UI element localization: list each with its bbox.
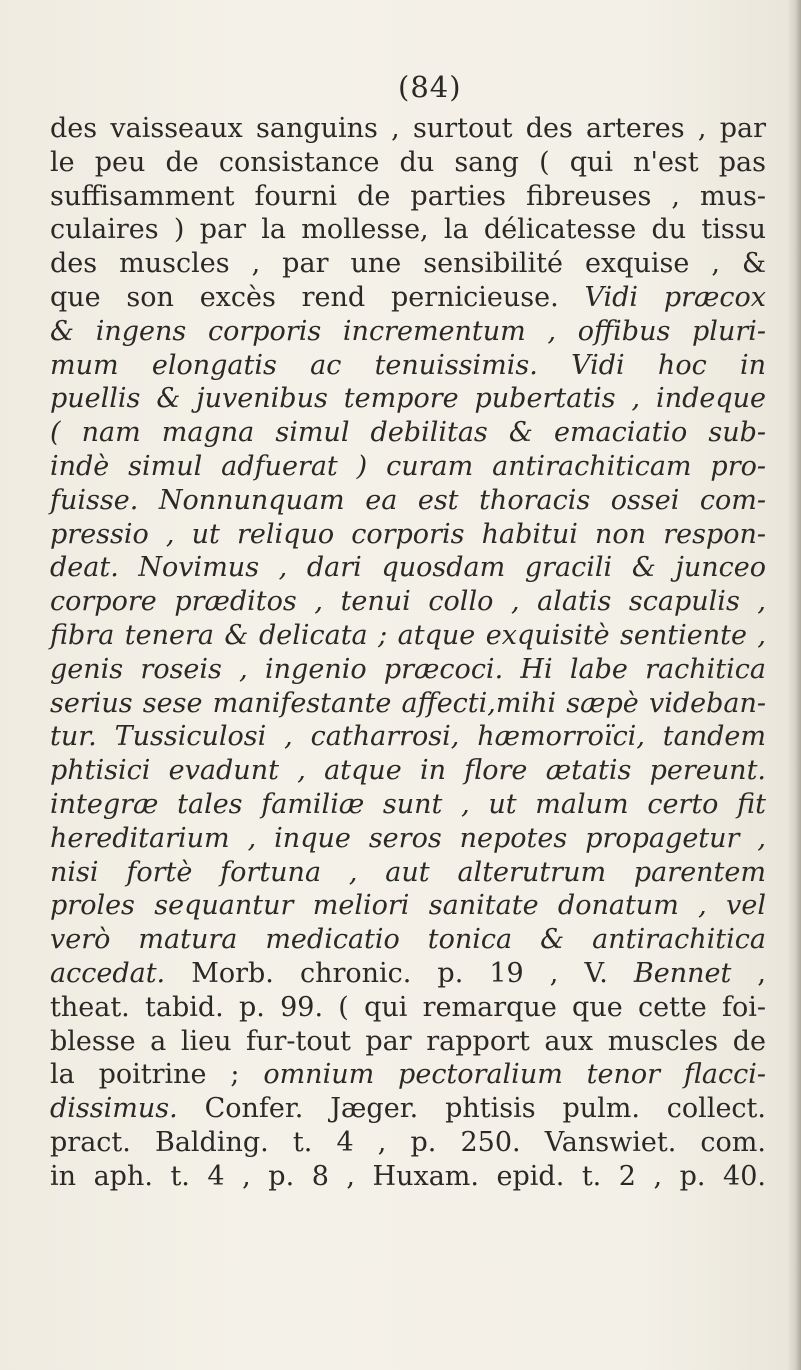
- italic-text-segment: integræ tales familiæ sunt , ut malum certo fit: [50, 788, 766, 820]
- text-segment: pract. Balding. t. 4 , p. 250. Vanswiet. com.: [50, 1126, 766, 1158]
- text-segment: suffisamment fourni de parties fibreuses , mus-: [50, 180, 766, 212]
- text-line: [50, 112, 766, 146]
- text-line: [50, 720, 766, 754]
- text-line: [50, 1092, 766, 1126]
- text-line: [50, 1126, 766, 1160]
- text-line: [50, 923, 766, 957]
- italic-text-segment: indè simul adfuerat ) curam antirachiticam pro-: [50, 450, 766, 482]
- text-segment: des vaisseaux sanguins , surtout des arteres , par: [50, 113, 766, 144]
- italic-text-segment: Vidi præcox: [584, 281, 766, 313]
- italic-text-segment: Bennet: [633, 957, 732, 989]
- text-segment: in aph. t. 4 , p. 8 , Huxam. epid. t. 2 , p. 40.: [50, 1160, 766, 1192]
- text-line: [50, 1160, 766, 1194]
- text-segment: Confer. Jæger. phtisis pulm. collect.: [177, 1093, 766, 1125]
- italic-text-segment: accedat.: [50, 957, 166, 989]
- text-line: [50, 416, 766, 450]
- text-line: [50, 856, 766, 890]
- text-line: [50, 180, 766, 214]
- text-line: [50, 349, 766, 383]
- text-segment: blesse a lieu fur-tout par rapport aux muscles de: [50, 1025, 766, 1057]
- italic-text-segment: nisi fortè fortuna , aut alterutrum parentem: [50, 856, 766, 888]
- text-segment: culaires ) par la mollesse, la délicatesse du tissu: [50, 214, 766, 246]
- italic-text-segment: mum elongatis ac tenuissimis. Vidi hoc in: [50, 349, 766, 381]
- text-line: [50, 247, 766, 281]
- italic-text-segment: ( nam magna simul debilitas & emaciatio sub-: [50, 417, 766, 449]
- italic-text-segment: hereditarium , inque seros nepotes propagetur ,: [50, 822, 766, 854]
- text-line: [50, 822, 766, 856]
- body-text: [50, 112, 766, 1194]
- text-segment: Morb. chronic. p. 19 , V.: [165, 957, 634, 989]
- text-line: [50, 754, 766, 788]
- italic-text-segment: verò matura medicatio tonica & antirachitica: [50, 924, 766, 956]
- text-line: [50, 889, 766, 923]
- italic-text-segment: puellis & juvenibus tempore pubertatis , indeque: [50, 383, 766, 415]
- page-edge-shadow: [787, 0, 801, 1370]
- text-line: [50, 382, 766, 416]
- text-segment: des muscles , par une sensibilité exquise , &: [50, 248, 766, 280]
- text-line: [50, 518, 766, 552]
- text-segment: le peu de consistance du sang ( qui n'est pas: [50, 146, 766, 178]
- italic-text-segment: deat. Novimus , dari quosdam gracili & junceo: [50, 552, 766, 584]
- text-line: [50, 619, 766, 653]
- text-segment: ,: [731, 957, 766, 989]
- text-line: [50, 788, 766, 822]
- page-number: (84): [398, 70, 462, 104]
- italic-text-segment: serius sese manifestante affecti,mihi sæpè videban-: [50, 687, 766, 719]
- text-line: [50, 281, 766, 315]
- text-segment: que son excès rend pernicieuse.: [50, 281, 585, 313]
- text-line: [50, 687, 766, 721]
- text-line: [50, 957, 766, 991]
- italic-text-segment: phtisici evadunt , atque in flore ætatis pereunt.: [50, 755, 766, 787]
- text-line: [50, 484, 766, 518]
- text-line: [50, 991, 766, 1025]
- text-line: [50, 1058, 766, 1092]
- text-line: [50, 653, 766, 687]
- text-line: [50, 450, 766, 484]
- italic-text-segment: fuisse. Nonnunquam ea est thoracis ossei com-: [50, 484, 766, 516]
- italic-text-segment: corpore præditos , tenui collo , alatis scapulis ,: [50, 586, 766, 618]
- text-line: [50, 585, 766, 619]
- text-line: [50, 315, 766, 349]
- italic-text-segment: tur. Tussiculosi , catharrosi, hæmorroïci, tandem: [50, 721, 766, 753]
- text-line: [50, 146, 766, 180]
- text-line: [50, 1025, 766, 1059]
- italic-text-segment: dissimus.: [50, 1093, 178, 1125]
- italic-text-segment: fibra tenera & delicata ; atque exquisitè sentiente ,: [50, 619, 766, 651]
- text-line: [50, 213, 766, 247]
- text-line: [50, 551, 766, 585]
- text-segment: theat. tabid. p. 99. ( qui remarque que cette foi-: [50, 991, 766, 1023]
- italic-text-segment: proles sequantur meliori sanitate donatum , vel: [50, 890, 766, 922]
- italic-text-segment: omnium pectoralium tenor flacci-: [263, 1059, 766, 1091]
- italic-text-segment: genis roseis , ingenio præcoci. Hi labe rachitica: [50, 653, 766, 685]
- italic-text-segment: & ingens corporis incrementum , offibus pluri-: [50, 315, 766, 347]
- text-segment: la poitrine ;: [50, 1059, 264, 1091]
- italic-text-segment: pressio , ut reliquo corporis habitui non respon-: [50, 518, 766, 550]
